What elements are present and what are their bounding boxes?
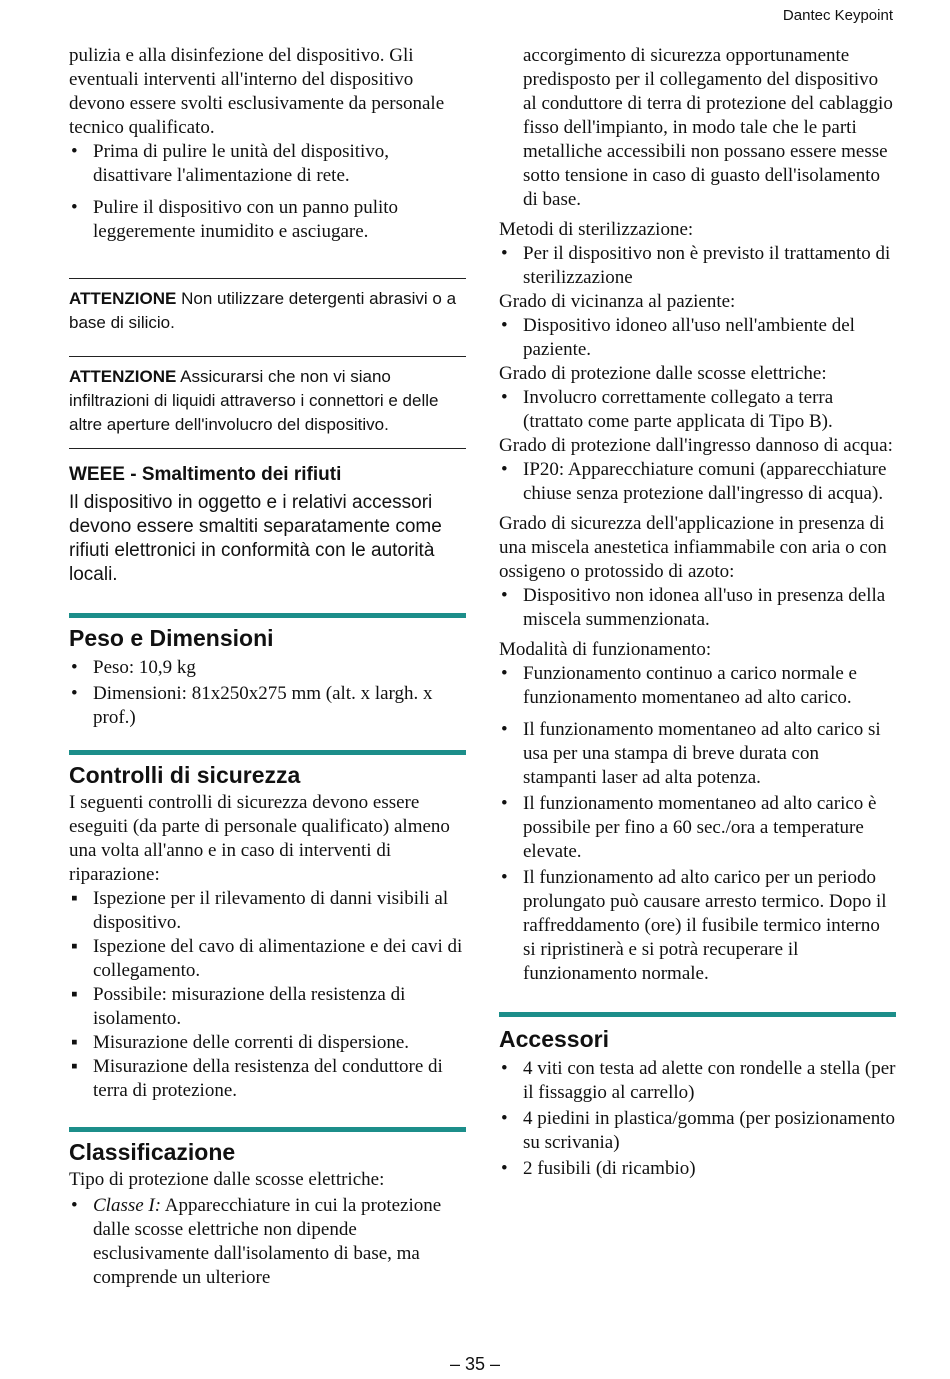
group-label: Grado di vicinanza al paziente: — [499, 291, 736, 312]
bullet-icon: • — [501, 585, 508, 606]
list-item: • Dispositivo idoneo all'uso nell'ambiente del paziente. — [501, 315, 855, 360]
warning-text: Non utilizzare detergenti abrasivi o a base di silicio. — [69, 289, 457, 332]
square-bullet-icon: ▪ — [71, 1032, 78, 1053]
document-header-brand: Dantec Keypoint — [782, 7, 893, 24]
section-accessori — [499, 1012, 896, 1181]
square-bullet-icon: ▪ — [71, 1056, 78, 1077]
controlli-bullet-list — [69, 887, 466, 1103]
list-item: • Classe I: Apparecchiature in cui la protezione dalle scosse elettriche non dipende esclusivamente dall'isolamento di base, ma comprende un ulteriore — [71, 1195, 442, 1288]
section-heading: Accessori — [499, 1026, 609, 1052]
section-controlli-sicurezza — [69, 750, 466, 1103]
bullet-icon: • — [501, 315, 508, 336]
warning-text: Assicurarsi che non vi siano infiltrazioni di liquidi attraverso i connettori e delle altre aperture dell'involucro del dispositivo. — [69, 367, 439, 434]
list-item: • Prima di pulire le unità del dispositivo, disattivare l'alimentazione di rete. — [71, 141, 390, 186]
group-label: Grado di protezione dalle scosse elettriche: — [499, 363, 827, 384]
group-label: Grado di protezione dall'ingresso dannoso di acqua: — [499, 435, 893, 456]
bullet-icon: • — [501, 793, 508, 814]
list-item: ▪ Ispezione per il rilevamento di danni visibili al dispositivo. — [71, 888, 449, 933]
bullet-icon: • — [501, 1108, 508, 1129]
list-item: • Funzionamento continuo a carico normale e funzionamento momentaneo ad alto carico. — [501, 663, 857, 708]
bullet-icon: • — [71, 657, 78, 678]
group-bullet-list — [499, 386, 896, 434]
group-label: Grado di sicurezza dell'applicazione in presenza di una miscela anestetica infiammabile con aria o con ossigeno o protossido di azoto: — [499, 513, 887, 582]
section-peso-dimensioni — [69, 613, 466, 730]
list-item: • Dispositivo non idonea all'uso in presenza della miscela summenzionata. — [501, 585, 886, 630]
square-bullet-icon: ▪ — [71, 984, 78, 1005]
section-heading: Peso e Dimensioni — [69, 625, 274, 651]
list-item: • Pulire il dispositivo con un panno pulito leggeremente inumidito e asciugare. — [71, 197, 399, 242]
page-number: – 35 – — [449, 1354, 501, 1374]
warning-label: ATTENZIONE — [69, 289, 177, 308]
bullet-icon: • — [501, 1058, 508, 1079]
classificazione-paragraph: Tipo di protezione dalle scosse elettriche: — [69, 1169, 385, 1190]
controlli-paragraph: I seguenti controlli di sicurezza devono essere eseguiti (da parte di personale qualificato) almeno una volta all'anno e in caso di interventi di riparazione: — [69, 792, 450, 885]
bullet-icon: • — [71, 197, 78, 218]
group-bullet-list — [499, 662, 896, 986]
group-bullet-list — [499, 314, 896, 362]
list-item: • Dimensioni: 81x250x275 mm (alt. x largh. x prof.) — [71, 683, 433, 728]
list-item: ▪ Misurazione delle correnti di dispersione. — [71, 1032, 410, 1053]
warning-label: ATTENZIONE — [69, 367, 177, 386]
right-column — [499, 44, 896, 1181]
bullet-icon: • — [501, 243, 508, 264]
weee-paragraph: Il dispositivo in oggetto e i relativi accessori devono essere smaltiti separatamente come rifiuti elettronici in conformità con le autorità locali. — [69, 492, 442, 585]
list-item: ▪ Ispezione del cavo di alimentazione e dei cavi di collegamento. — [71, 936, 463, 981]
list-item: • Per il dispositivo non è previsto il trattamento di sterilizzazione — [501, 243, 891, 288]
cleaning-bullet-list — [69, 140, 466, 244]
section-heading: Controlli di sicurezza — [69, 762, 301, 788]
group-label: Modalità di funzionamento: — [499, 639, 712, 660]
accessori-bullet-list — [499, 1057, 896, 1181]
section-heading: Classificazione — [69, 1139, 236, 1165]
list-item: • Il funzionamento momentaneo ad alto carico è possibile per fino a 60 sec./ora a temperature elevate. — [501, 793, 877, 862]
warning-box — [69, 356, 466, 448]
group-bullet-list — [499, 584, 896, 632]
warning-box — [69, 278, 466, 356]
bullet-icon: • — [71, 141, 78, 162]
list-item: • 4 viti con testa ad alette con rondelle a stella (per il fissaggio al carrello) — [501, 1058, 896, 1103]
list-item: ▪ Possibile: misurazione della resistenza di isolamento. — [71, 984, 406, 1029]
bullet-icon: • — [501, 719, 508, 740]
peso-bullet-list — [69, 656, 466, 730]
class-label: Classe I: — [93, 1195, 162, 1216]
list-item: • Il funzionamento momentaneo ad alto carico si usa per una stampa di breve durata con stampanti laser ad alta potenza. — [501, 719, 881, 788]
group-bullet-list — [499, 458, 896, 506]
square-bullet-icon: ▪ — [71, 936, 78, 957]
list-item: • Peso: 10,9 kg — [71, 657, 196, 678]
bullet-icon: • — [501, 459, 508, 480]
list-item: • IP20: Apparecchiature comuni (apparecchiature chiuse senza protezione dall'ingresso di acqua). — [501, 459, 887, 504]
list-item: • 2 fusibili (di ricambio) — [501, 1158, 696, 1179]
square-bullet-icon: ▪ — [71, 888, 78, 909]
section-classificazione — [69, 1127, 466, 1290]
left-column — [69, 44, 466, 1290]
bullet-icon: • — [501, 1158, 508, 1179]
list-item: • 4 piedini in plastica/gomma (per posizionamento su scrivania) — [501, 1108, 895, 1153]
list-item: ▪ Misurazione della resistenza del conduttore di terra di protezione. — [71, 1056, 443, 1101]
group-label: Metodi di sterilizzazione: — [499, 219, 694, 240]
continued-paragraph: accorgimento di sicurezza opportunamente predisposto per il collegamento del dispositivo al conduttore di terra di protezione del cablaggio fisso dell'impianto, in modo tale che le parti metalliche accessibili non possano essere messe sotto tensione in caso di guasto dell'isolamento di base. — [523, 45, 893, 210]
intro-paragraph: pulizia e alla disinfezione del dispositivo. Gli eventuali interventi all'interno del dispositivo devono essere svolti esclusivamente da personale tecnico qualificato. — [69, 45, 445, 138]
bullet-icon: • — [501, 663, 508, 684]
bullet-icon: • — [71, 1195, 78, 1216]
classificazione-bullet-list — [69, 1194, 466, 1290]
group-bullet-list — [499, 242, 896, 290]
bullet-icon: • — [71, 683, 78, 704]
bullet-icon: • — [501, 867, 508, 888]
weee-block — [69, 448, 466, 587]
weee-heading: WEEE - Smaltimento dei rifiuti — [69, 464, 342, 485]
list-item: • Involucro correttamente collegato a terra (trattato come parte applicata di Tipo B). — [501, 387, 834, 432]
list-item: • Il funzionamento ad alto carico per un periodo prolungato può causare arresto termico. Dopo il raffreddamento (ore) il fusibile termico interno si ripristinerà e si potrà recuperare il funzionamento normale. — [501, 867, 887, 984]
bullet-icon: • — [501, 387, 508, 408]
